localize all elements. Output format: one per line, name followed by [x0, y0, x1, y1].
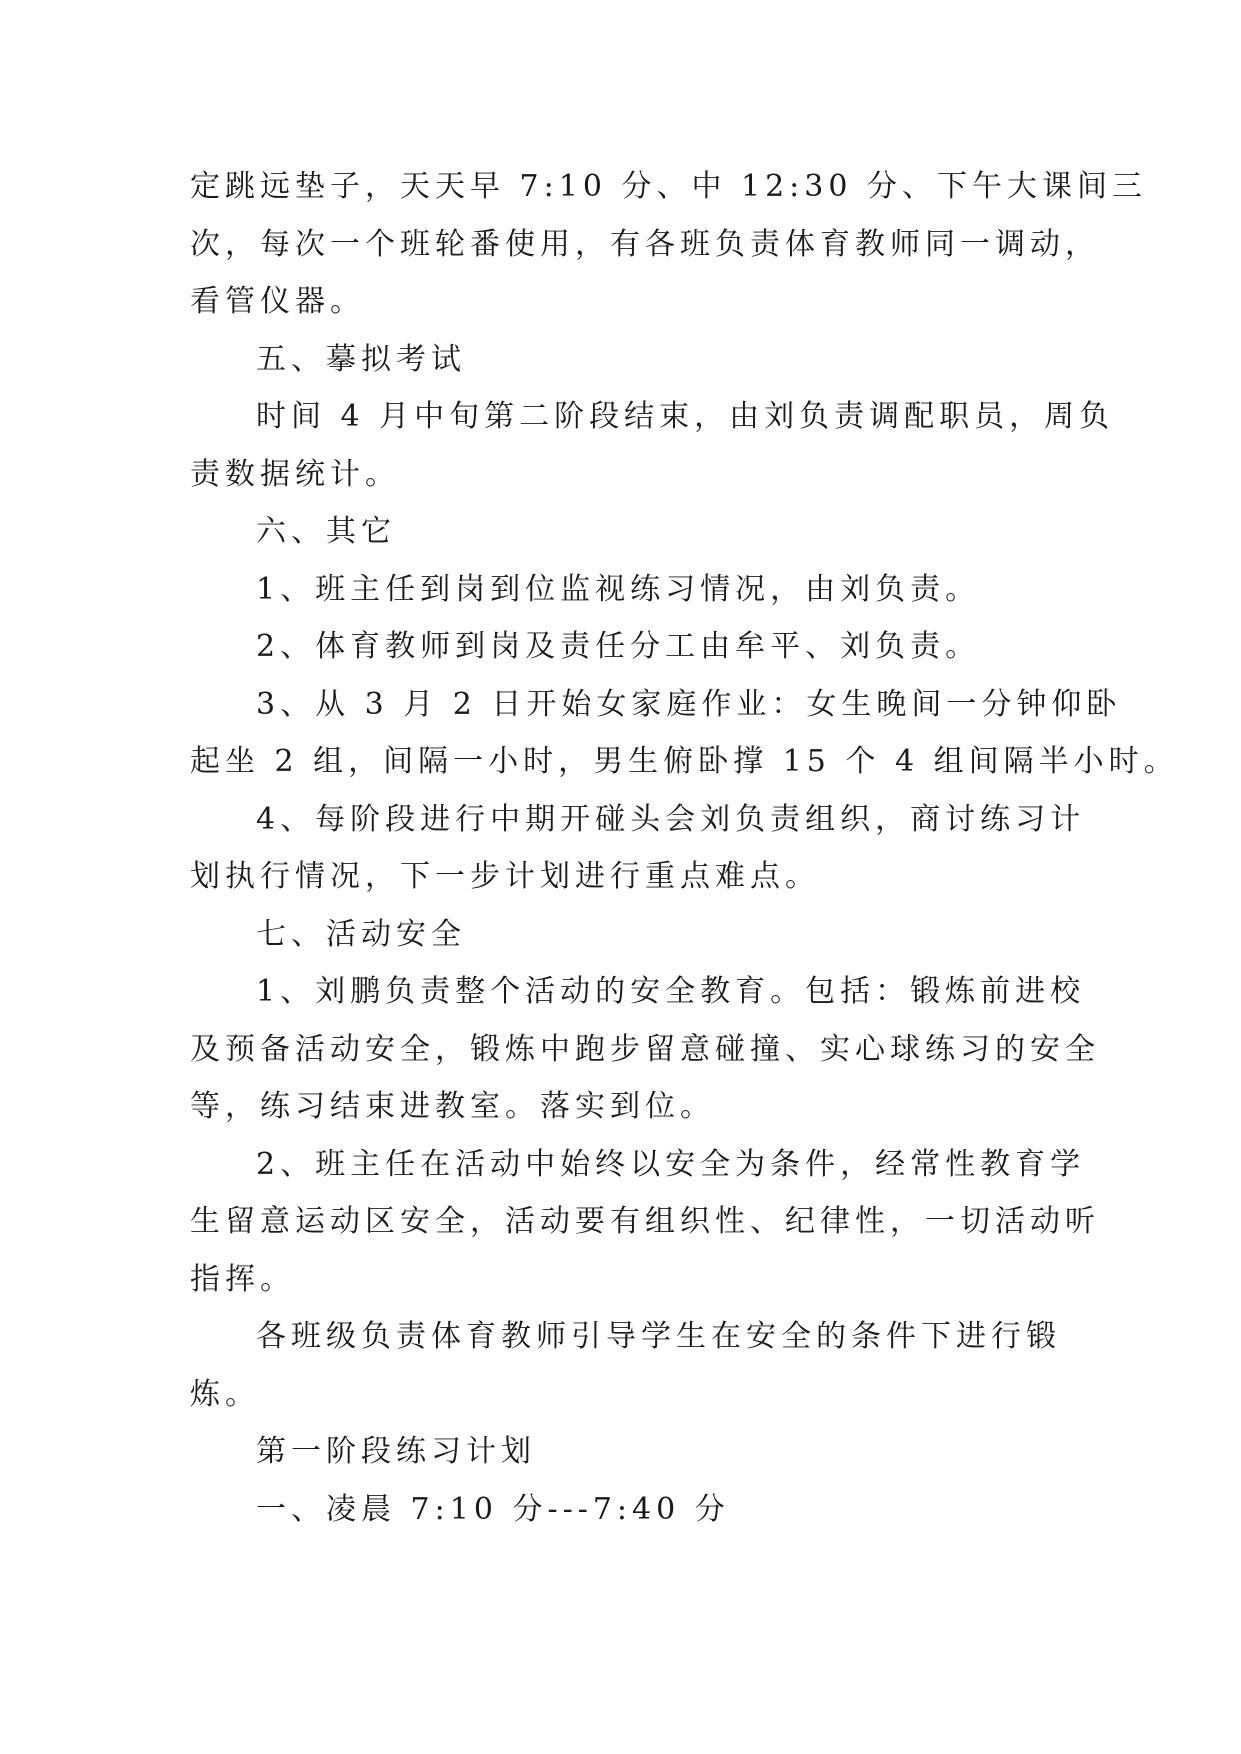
body-line: 指挥。: [190, 1261, 295, 1297]
body-line: 时间 4 月中旬第二阶段结束，由刘负责调配职员，周负: [256, 399, 1115, 434]
body-line: 及预备活动安全，锻炼中跑步留意碰撞、实心球练习的安全: [190, 1031, 1100, 1067]
list-item: 1、刘鹏负责整个活动的安全教育。包括：锻炼前进校: [256, 974, 1086, 1009]
section-heading: 一、凌晨 7:10 分---7:40 分: [256, 1491, 730, 1527]
list-item: 1、班主任到岗到位监视练习情况，由刘负责。: [256, 571, 981, 607]
body-line: 起坐 2 组，间隔一小时，男生俯卧撑 15 个 4 组间隔半小时。: [190, 744, 1179, 779]
body-line: 划执行情况，下一步计划进行重点难点。: [190, 859, 820, 894]
body-line: 生留意运动区安全，活动要有组织性、纪律性，一切活动听: [190, 1204, 1100, 1239]
list-item: 2、体育教师到岗及责任分工由牟平、刘负责。: [256, 629, 981, 664]
body-line: 定跳远垫子，天天早 7:10 分、中 12:30 分、下午大课间三: [190, 169, 1147, 204]
document-body: [190, 158, 1179, 1538]
list-item: 4、每阶段进行中期开碰头会刘负责组织，商讨练习计: [256, 801, 1086, 837]
body-line: 等，练习结束进教室。落实到位。: [190, 1089, 715, 1124]
list-item: 3、从 3 月 2 日开始女家庭作业：女生晚间一分钟仰卧: [256, 686, 1122, 722]
body-line: 看管仪器。: [190, 284, 365, 319]
section-heading: 第一阶段练习计划: [256, 1434, 536, 1469]
section-heading: 五、摹拟考试: [256, 341, 466, 377]
section-heading: 七、活动安全: [256, 916, 466, 952]
body-line: 责数据统计。: [190, 456, 400, 492]
section-heading: 六、其它: [256, 514, 396, 549]
body-line: 炼。: [190, 1376, 260, 1412]
body-line: 各班级负责体育教师引导学生在安全的条件下进行锻: [256, 1319, 1061, 1354]
body-line: 次，每次一个班轮番使用，有各班负责体育教师同一调动，: [190, 226, 1100, 262]
list-item: 2、班主任在活动中始终以安全为条件，经常性教育学: [256, 1146, 1086, 1182]
